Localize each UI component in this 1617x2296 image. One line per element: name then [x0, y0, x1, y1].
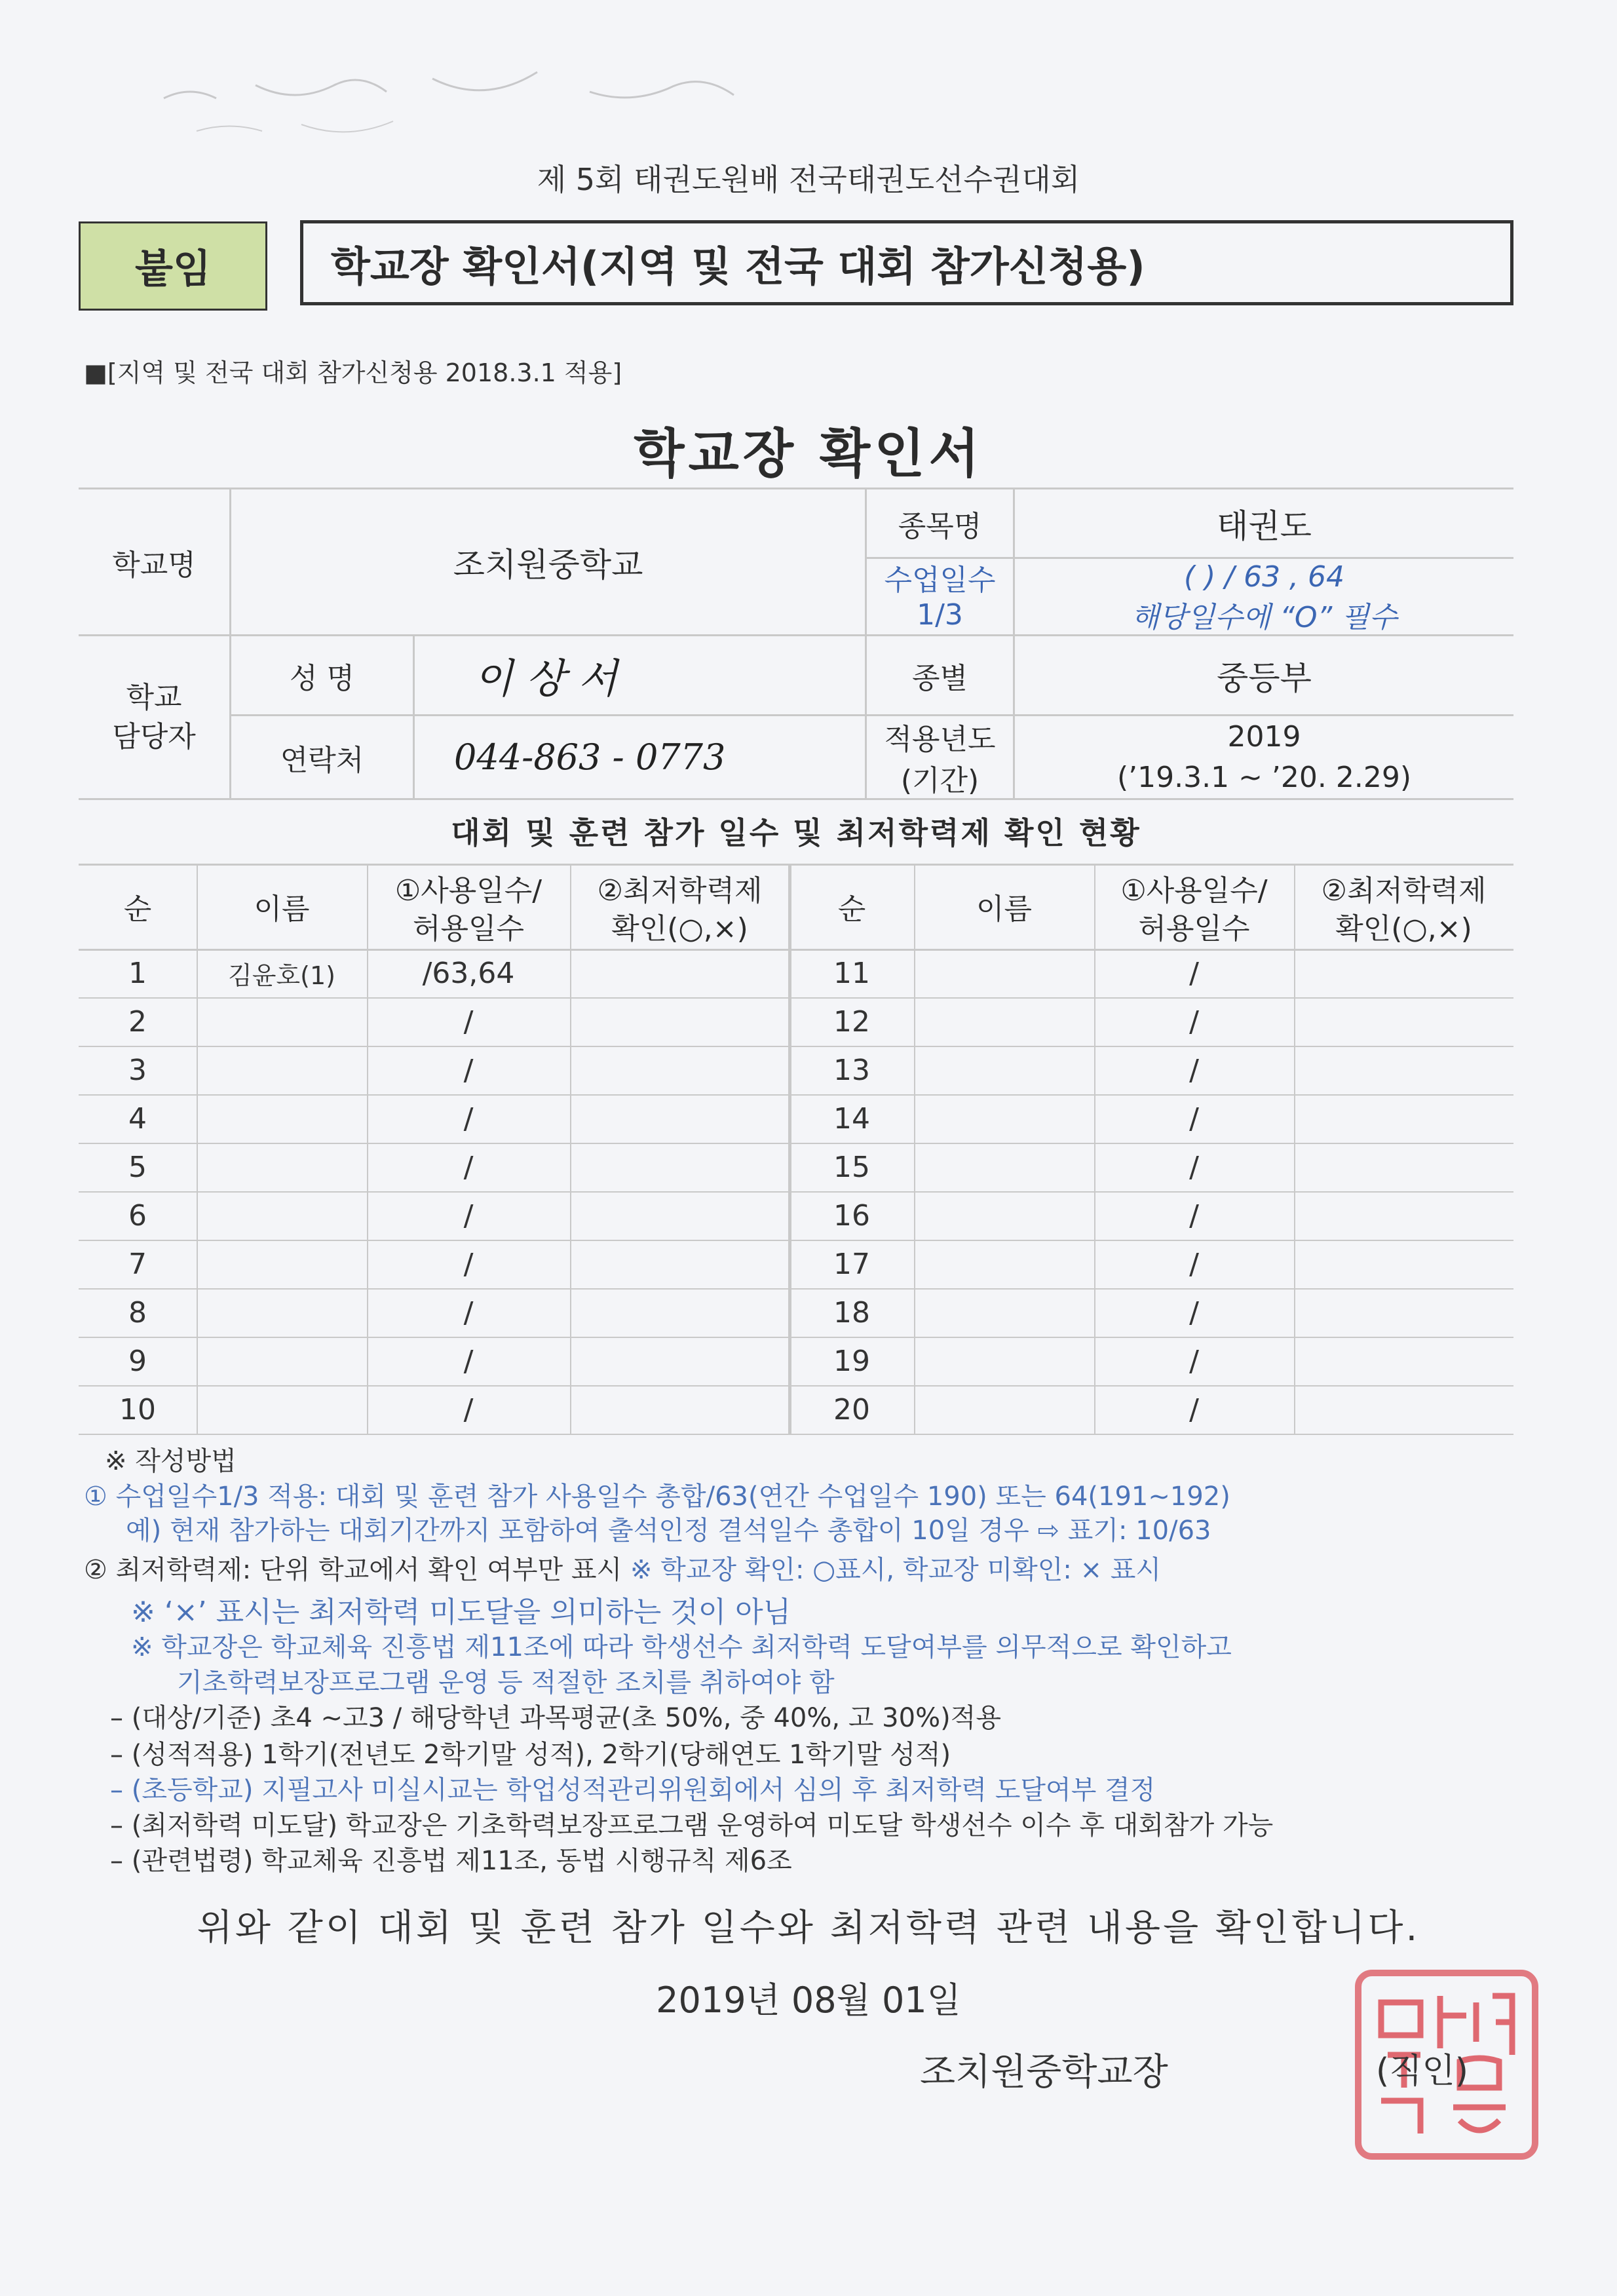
row-name — [914, 949, 1094, 997]
row-check — [1294, 1191, 1513, 1240]
row-name: 김윤호(1) — [228, 961, 335, 990]
year-label-2: (기간) — [900, 763, 980, 797]
header-check-sub-right: 확인(○,×) — [1335, 912, 1472, 946]
row-name — [197, 1385, 367, 1434]
row-name — [914, 1094, 1094, 1143]
row-days: / — [1189, 1344, 1199, 1378]
row-no: 1 — [128, 956, 147, 990]
row-days: / — [1189, 1247, 1199, 1281]
row-check — [570, 1288, 789, 1337]
row-name — [914, 997, 1094, 1046]
row-no: 16 — [833, 1198, 870, 1233]
header-days-left: ①사용일수/ — [394, 874, 542, 908]
contact-label: 연락처 — [280, 743, 364, 777]
row-check — [570, 1046, 789, 1094]
class-days-ratio: 1/3 — [917, 598, 963, 632]
note-b5: – (관련법령) 학교체육 진흥법 제11조, 동법 시행규칙 제6조 — [110, 1846, 792, 1876]
row-check — [1294, 1240, 1513, 1288]
row-days: / — [1189, 1004, 1199, 1039]
row-days: / — [1189, 1392, 1199, 1426]
row-days: /63,64 — [422, 956, 515, 990]
name-value: 이 상 서 — [474, 655, 618, 702]
row-no: 7 — [128, 1247, 147, 1281]
row-check — [570, 1337, 789, 1385]
row-days: / — [463, 1004, 474, 1039]
row-no: 14 — [833, 1101, 870, 1136]
note-2d: 기초학력보장프로그램 운영 등 적절한 조치를 취하여야 함 — [177, 1668, 835, 1698]
row-days: / — [463, 1150, 474, 1184]
row-name — [197, 1094, 367, 1143]
row-no: 19 — [833, 1344, 870, 1378]
note-2a — [84, 1549, 1161, 1586]
row-name — [914, 1288, 1094, 1337]
header-days-right: ①사용일수/ — [1120, 874, 1268, 908]
division-value: 중등부 — [1217, 659, 1312, 697]
confirm-text: 위와 같이 대회 및 훈련 참가 일수와 최저학력 관련 내용을 확인합니다. — [197, 1907, 1420, 1949]
row-check — [570, 1385, 789, 1434]
row-check — [570, 1143, 789, 1191]
row-check — [570, 997, 789, 1046]
row-name — [197, 997, 367, 1046]
row-name — [197, 1337, 367, 1385]
row-days: / — [463, 1101, 474, 1136]
header-check-left: ②최저학력제 — [597, 874, 763, 908]
row-check — [570, 1094, 789, 1143]
row-name — [197, 1046, 367, 1094]
applied-note: ■[지역 및 전국 대회 참가신청용 2018.3.1 적용] — [84, 358, 622, 387]
row-days: / — [463, 1295, 474, 1330]
note-2a-blue: ※ 학교장 확인: ○표시, 학교장 미확인: × 표시 — [622, 1555, 1162, 1585]
row-check — [1294, 1094, 1513, 1143]
row-no: 10 — [119, 1392, 156, 1426]
principal-name: 조치원중학교장 — [920, 2051, 1168, 2094]
row-no: 13 — [833, 1053, 870, 1087]
row-no: 6 — [128, 1198, 147, 1233]
row-days: / — [1189, 956, 1199, 990]
table-rule — [79, 1434, 1513, 1435]
main-title: 학교장 확인서 — [634, 423, 983, 484]
note-b1: – (대상/기준) 초4 ~고3 / 해당학년 과목평균(초 50%, 중 40%, 고 30%)적용 — [110, 1703, 1001, 1733]
row-days: / — [1189, 1053, 1199, 1087]
row-check — [1294, 997, 1513, 1046]
seal-label: (직인) — [1376, 2052, 1469, 2091]
row-no: 15 — [833, 1150, 870, 1184]
row-check — [570, 1191, 789, 1240]
division-label: 종별 — [911, 661, 968, 695]
row-days: / — [463, 1053, 474, 1087]
row-name — [914, 1385, 1094, 1434]
row-check — [1294, 1385, 1513, 1434]
sport-label: 종목명 — [898, 509, 982, 543]
status-title: 대회 및 훈련 참가 일수 및 최저학력제 확인 현황 — [451, 815, 1141, 851]
row-days: / — [463, 1247, 474, 1281]
row-no: 5 — [128, 1150, 147, 1184]
notes-heading: ※ 작성방법 — [105, 1446, 237, 1476]
header-no-right: 순 — [837, 892, 866, 926]
school-name: 조치원중학교 — [453, 545, 643, 584]
row-check — [1294, 1046, 1513, 1094]
sport-value: 태권도 — [1217, 507, 1312, 545]
row-no: 8 — [128, 1295, 147, 1330]
class-days-note: 해당일수에 “O” 필수 — [1131, 601, 1398, 634]
row-name — [197, 1143, 367, 1191]
row-check — [1294, 1337, 1513, 1385]
header-check-sub-left: 확인(○,×) — [611, 912, 748, 946]
note-b3: – (초등학교) 지필고사 미실시교는 학업성적관리위원회에서 심의 후 최저학력 도달여부 결정 — [110, 1775, 1156, 1805]
row-days: / — [1189, 1101, 1199, 1136]
attachment-tag: 붙임 — [79, 221, 267, 311]
row-name — [914, 1191, 1094, 1240]
row-no: 3 — [128, 1053, 147, 1087]
class-days-value: ( ) / 63 , 64 — [1183, 560, 1345, 594]
row-days: / — [1189, 1295, 1199, 1330]
row-days: / — [1189, 1198, 1199, 1233]
row-no: 2 — [128, 1004, 147, 1039]
note-1b: 예) 현재 참가하는 대회기간까지 포함하여 출석인정 결석일수 총합이 10일 경우 ⇨ 표기: 10/63 — [126, 1516, 1211, 1546]
row-name — [914, 1240, 1094, 1288]
row-no: 9 — [128, 1344, 147, 1378]
row-name — [197, 1240, 367, 1288]
note-1a: ① 수업일수1/3 적용: 대회 및 훈련 참가 사용일수 총합/63(연간 수업일수 190) 또는 64(191~192) — [84, 1482, 1230, 1512]
school-label: 학교명 — [112, 548, 196, 582]
contact-value: 044-863 - 0773 — [454, 737, 726, 778]
row-no: 18 — [833, 1295, 870, 1330]
pencil-marks — [157, 59, 878, 164]
row-no: 4 — [128, 1101, 147, 1136]
box-title: 학교장 확인서(지역 및 전국 대회 참가신청용) — [300, 220, 1513, 305]
row-check — [1294, 949, 1513, 997]
header-check-right: ②최저학력제 — [1321, 874, 1487, 908]
note-2b: ※ ‘×’ 표시는 최저학력 미도달을 의미하는 것이 아님 — [131, 1596, 791, 1629]
issue-date: 2019년 08월 01일 — [656, 1980, 961, 2021]
year-label: 적용년도 — [884, 723, 996, 756]
header-name-left: 이름 — [254, 892, 310, 926]
row-check — [1294, 1288, 1513, 1337]
row-no: 12 — [833, 1004, 870, 1039]
row-check — [570, 949, 789, 997]
note-2a-text: ② 최저학력제: 단위 학교에서 확인 여부만 표시 — [84, 1555, 622, 1585]
row-name — [914, 1143, 1094, 1191]
row-name — [914, 1337, 1094, 1385]
row-days: / — [463, 1198, 474, 1233]
row-name — [197, 1191, 367, 1240]
row-no: 20 — [833, 1392, 870, 1426]
row-name — [197, 1288, 367, 1337]
header-days-sub-right: 허용일수 — [1138, 912, 1250, 946]
row-name — [914, 1046, 1094, 1094]
row-days: / — [463, 1344, 474, 1378]
header-days-sub-left: 허용일수 — [412, 912, 524, 946]
year-period: (’19.3.1 ~ ’20. 2.29) — [1116, 761, 1412, 794]
manager-label: 학교 — [126, 681, 182, 714]
note-b2: – (성적적용) 1학기(전년도 2학기말 성적), 2학기(당해연도 1학기말 성적) — [110, 1740, 951, 1770]
event-title: 제 5회 태권도원배 전국태권도선수권대회 — [537, 162, 1080, 197]
note-b4: – (최저학력 미도달) 학교장은 기초학력보장프로그램 운영하여 미도달 학생선수 이수 후 대회참가 가능 — [110, 1810, 1274, 1841]
row-no: 17 — [833, 1247, 870, 1281]
year-value: 2019 — [1227, 719, 1301, 754]
row-check — [1294, 1143, 1513, 1191]
header-no-left: 순 — [123, 892, 152, 926]
note-2c: ※ 학교장은 학교체육 진흥법 제11조에 따라 학생선수 최저학력 도달여부를 의무적으로 확인하고 — [131, 1632, 1232, 1662]
class-days-label: 수업일수 — [884, 563, 996, 597]
header-name-right: 이름 — [976, 892, 1032, 926]
row-no: 11 — [833, 956, 870, 990]
name-label: 성 명 — [290, 661, 354, 695]
row-days: / — [463, 1392, 474, 1426]
manager-label-2: 담당자 — [112, 720, 196, 754]
rule — [79, 798, 1513, 800]
row-days: / — [1189, 1150, 1199, 1184]
row-check — [570, 1240, 789, 1288]
